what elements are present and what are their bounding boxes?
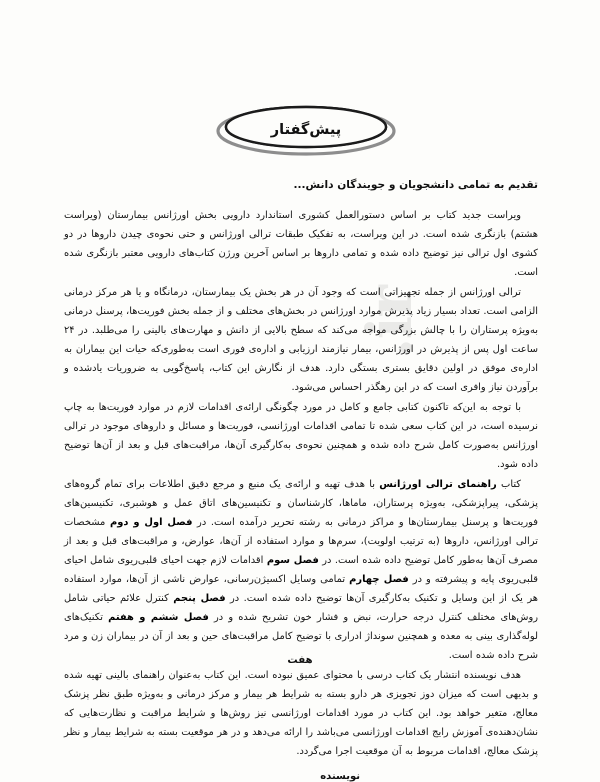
page-number: هفت: [287, 655, 313, 666]
foreword-content: [64, 178, 538, 782]
title-badge-label: پیش‌گفتار: [270, 122, 342, 138]
watermark-text: .ir: [353, 287, 426, 359]
author-signature: نویسنده: [320, 771, 360, 782]
text-run: کنترل علائم حیاتی شامل روش‌های مختلف کنترل درجه حرارت، نبض و فشار خون تشریح شده و در: [64, 593, 538, 624]
paragraph: [64, 398, 538, 474]
text-run: با توجه به این‌که تاکنون کتابی جامع و کامل در مورد چگونگی ارائه‌ی اقدامات لازم در موارد فوریت‌ها به چاپ نرسیده است، در این کتاب سعی شده تا تمامی اقدامات اورژانسی، فوریت‌ها و مسائل و داروهای موجود در ترالی اورژانس به‌صورت کامل شرح داده شده و همچنین نحوه‌ی به‌کارگیری آن‌ها، مراقبت‌های قبل و بعد از آن‌ها توضیح داده شود.: [64, 402, 538, 471]
emphasis-run: فصل پنجم: [173, 593, 226, 605]
dedication-line: تقدیم به تمامی دانشجویان و جویندگان دانش...: [293, 179, 538, 191]
text-run: اقدامات لازم جهت احیای قلبی‌ریوی شامل احیای قلبی‌ریوی پایه و پیشرفته و در: [64, 555, 538, 586]
emphasis-run: فصل چهارم: [349, 574, 409, 586]
paragraph: [64, 283, 538, 397]
title-badge: [211, 100, 401, 158]
emphasis-run: راهنمای ترالی اورژانس: [379, 479, 497, 491]
emphasis-run: فصل سوم: [266, 555, 319, 567]
text-run: هدف نویسنده انتشار یک کتاب درسی با محتوای عمیق نبوده است. این کتاب به‌عنوان راهنمای بالینی تهیه شده و بدیهی است که میزان دوز تجویزی هر دارو بسته به شرایط هر بیمار و مرکز درمانی و به‌ویژه طبق نظر پزشک معالج، متغیر خواهد بود. این کتاب در مورد اقدامات اورژانسی نیز روش‌ها و شرایط مراقبت و نظارت‌هایی که نشان‌دهنده‌ی آموزش رایج اقدامات اورژانسی می‌باشد را ارائه می‌دهد و در هر موقعیت بسته به شرایط بیمار و نظر پزشک معالج، اقدامات مربوط به آن موقعیت اجرا می‌گردد.: [64, 670, 538, 758]
text-run: تکنیک‌های لوله‌گذاری بینی به معده و همچنین سوند‌اژ ادراری با توضیح کامل مراقبت‌های حین و بعد از آن در بیماران زن و مرد شرح داده شده است.: [64, 612, 538, 662]
paragraph: [64, 206, 538, 282]
text-run: با هدف تهیه و ارائه‌ی یک منبع و مرجع دقیق اطلاعات برای تمام گروه‌های پزشکی، پیراپزشکی، به‌ویژه پرستاران، ماماها، کارشناسان و تکنیسین‌های اتاق عمل و هوشبری، تکنیسین‌های فوریت‌ها و پرسنل بیمارستان‌ها و مراکز درمانی به رشته تحریر درآمده است. در: [64, 479, 538, 529]
paragraph: [64, 475, 538, 665]
text-run: کتاب: [496, 479, 522, 491]
text-run: مشخصات ترالی اورژانس، داروها (به ترتیب اولویت)، سرم‌ها و موارد استفاده از آن‌ها، عوارض، و مراقبت‌های قبل و بعد از مصرف آن‌ها به‌طور کامل توضیح داده شده است. در: [64, 517, 538, 567]
text-run: تمامی وسایل اکسیژن‌رسانی، عوارض ناشی از آن‌ها، موارد استفاده هر یک از این وسایل و تکنیک به‌کارگیری آن‌ها توضیح داده شده است. در: [64, 574, 538, 605]
emphasis-run: فصل ششم و هفتم: [108, 612, 209, 624]
text-run: ویراست جدید کتاب بر اساس دستورالعمل کشوری استاندارد دارویی بخش اورژانس بیمارستان (ویراست هشتم) بازنگری شده است. در این ویراست، به تفکیک طبقات ترالی اورژانس و حتی نحوه‌ی چیدن داروها در دو کشوی اول ترالی نیز توضیح داده شده و تمامی داروها بر اساس آخرین ورژن کتاب‌های دارویی معتبر بازنگری شده است.: [64, 209, 538, 278]
paragraph: [64, 666, 538, 761]
emphasis-run: فصل اول و دوم: [109, 517, 193, 529]
text-run: ترالی اورژانس از جمله تجهیزاتی است که وجود آن در هر بخش یک بیمارستان، درمانگاه و یا هر مرکز درمانی الزامی است. تعداد بسیار زیاد پذیرش موارد اورژانس در بخش‌های مختلف و از جمله بخش فوریت‌ها، پرسنل درمانی به‌ویژه پرستاران را با چالش بزرگی مواجه می‌کند که سطح بالایی از دانش و مهارت‌های بالینی را می‌طلبد. در ۲۴ ساعت اول پس از پذیرش در اورژانس، بیمار نیازمند ارزیابی و اداره‌ی فوری است به‌طوری‌که حیات این بیماران به اداره‌ی موفق در اولین دقایق بستری بستگی دارد. هدف از نگارش این کتاب، پاسخ‌گویی به ضروریات یادشده و برآوردن نیاز وافری است که در این رهگذر احساس می‌شود.: [64, 286, 538, 394]
section-title-banner: [0, 100, 600, 162]
